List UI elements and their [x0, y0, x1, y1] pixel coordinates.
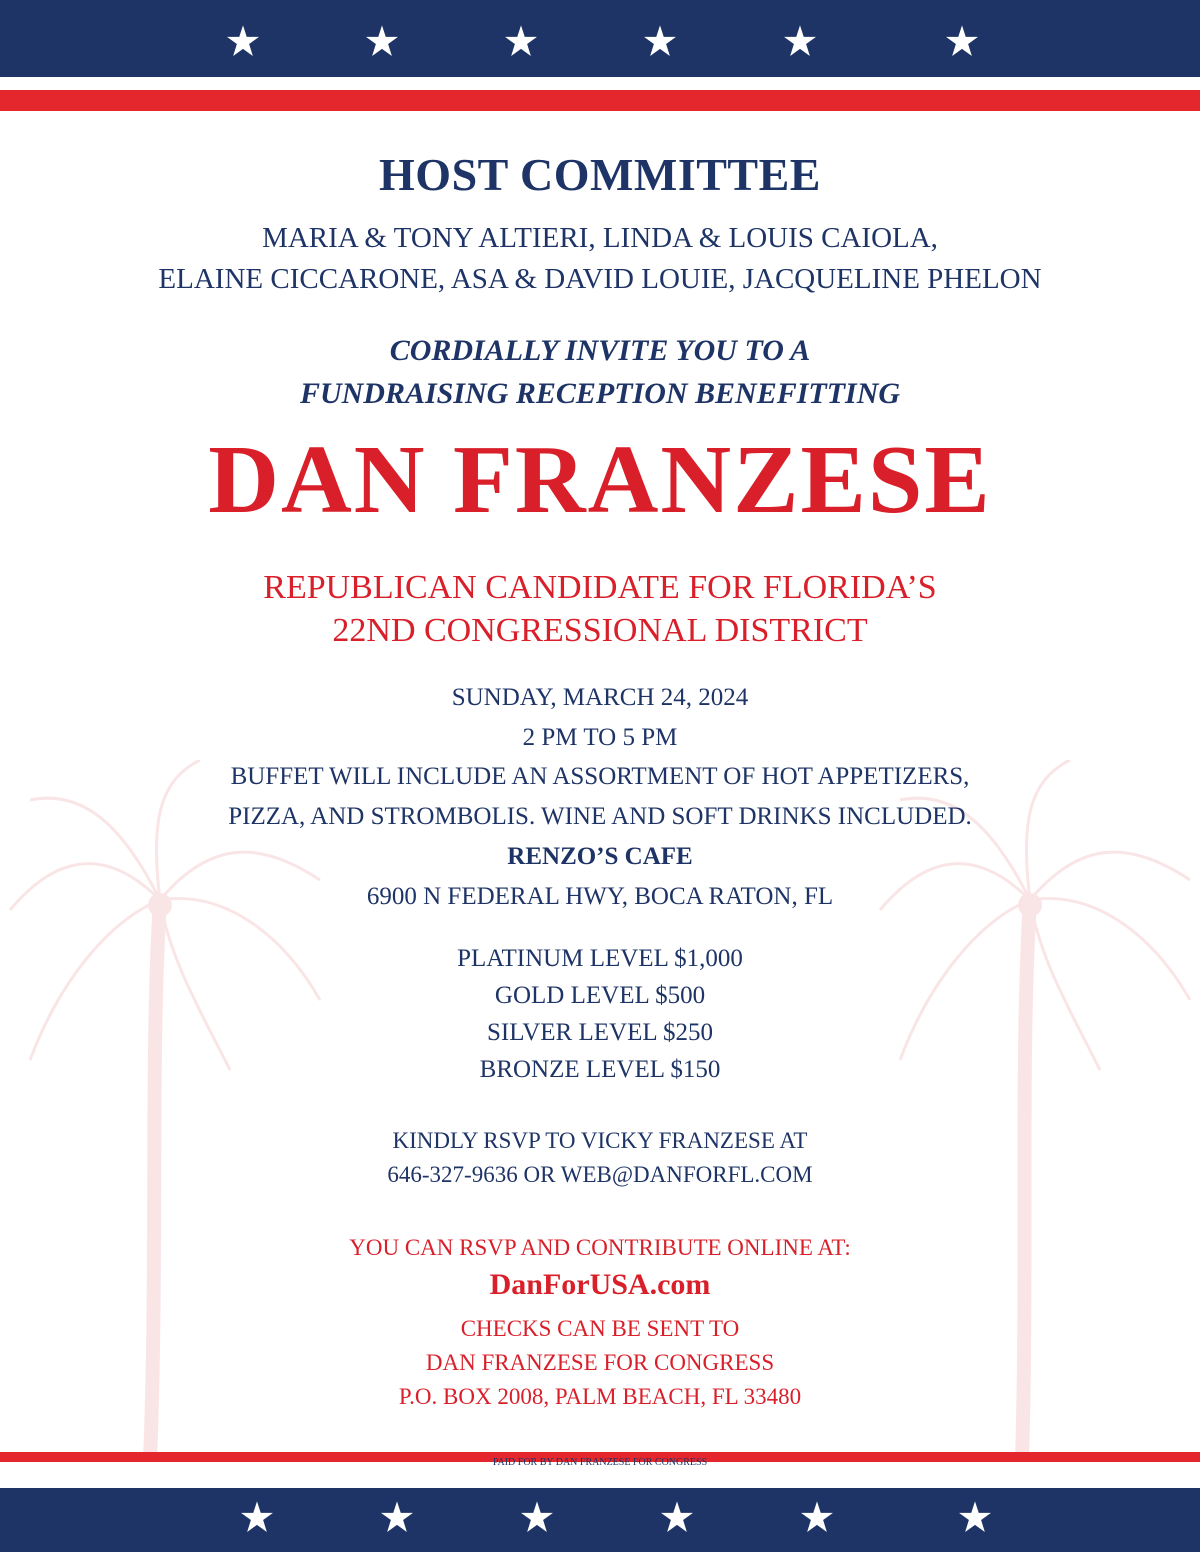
event-date: SUNDAY, MARCH 24, 2024	[451, 684, 749, 711]
website-link[interactable]: DanForUSA.com	[489, 1268, 711, 1301]
level-platinum: PLATINUM LEVEL $1,000	[457, 945, 743, 972]
star-icon	[365, 24, 399, 58]
star-icon	[520, 1500, 554, 1534]
rsvp-line-1: KINDLY RSVP TO VICKY FRANZESE AT	[392, 1128, 808, 1153]
top-white-stripe	[0, 77, 1200, 90]
level-gold: GOLD LEVEL $500	[494, 982, 706, 1009]
star-icon	[800, 1500, 834, 1534]
top-red-stripe	[0, 90, 1200, 111]
event-venue: RENZO’S CAFE	[507, 843, 693, 870]
rsvp-line-2: 646-327-9636 OR WEB@DANFORFL.COM	[387, 1162, 813, 1187]
event-address: 6900 N FEDERAL HWY, BOCA RATON, FL	[366, 883, 834, 910]
star-icon	[660, 1500, 694, 1534]
star-icon	[643, 24, 677, 58]
host-names-line-1: MARIA & TONY ALTIERI, LINDA & LOUIS CAIOLA,	[262, 222, 938, 254]
star-icon	[945, 24, 979, 58]
invitation-line-2: FUNDRAISING RECEPTION BENEFITTING	[299, 377, 901, 410]
star-icon	[958, 1500, 992, 1534]
checks-line-3: P.O. BOX 2008, PALM BEACH, FL 33480	[398, 1384, 802, 1409]
star-icon	[380, 1500, 414, 1534]
host-names-line-2: ELAINE CICCARONE, ASA & DAVID LOUIE, JACQUELINE PHELON	[158, 263, 1042, 295]
checks-line-2: DAN FRANZESE FOR CONGRESS	[425, 1350, 775, 1375]
star-icon	[240, 1500, 274, 1534]
event-time: 2 PM TO 5 PM	[522, 724, 678, 751]
level-bronze: BRONZE LEVEL $150	[479, 1056, 721, 1083]
invitation-line-1: CORDIALLY INVITE YOU TO A	[389, 334, 811, 367]
star-icon	[504, 24, 538, 58]
event-menu-line-2: PIZZA, AND STROMBOLIS. WINE AND SOFT DRINKS INCLUDED.	[228, 803, 972, 830]
paid-for-disclaimer: PAID FOR BY DAN FRANZESE FOR CONGRESS	[492, 1457, 708, 1468]
candidate-office-line-1: REPUBLICAN CANDIDATE FOR FLORIDA’S	[263, 569, 937, 606]
event-menu-line-1: BUFFET WILL INCLUDE AN ASSORTMENT OF HOT APPETIZERS,	[230, 763, 970, 790]
level-silver: SILVER LEVEL $250	[487, 1019, 713, 1046]
host-committee-title: HOST COMMITTEE	[379, 149, 821, 200]
star-icon	[783, 24, 817, 58]
candidate-office-line-2: 22ND CONGRESSIONAL DISTRICT	[332, 612, 868, 649]
star-icon	[226, 24, 260, 58]
bottom-navy-band	[0, 1488, 1200, 1552]
online-prompt: YOU CAN RSVP AND CONTRIBUTE ONLINE AT:	[349, 1235, 851, 1260]
candidate-name: DAN FRANZESE	[208, 426, 992, 534]
checks-line-1: CHECKS CAN BE SENT TO	[460, 1316, 740, 1341]
top-navy-band	[0, 0, 1200, 77]
